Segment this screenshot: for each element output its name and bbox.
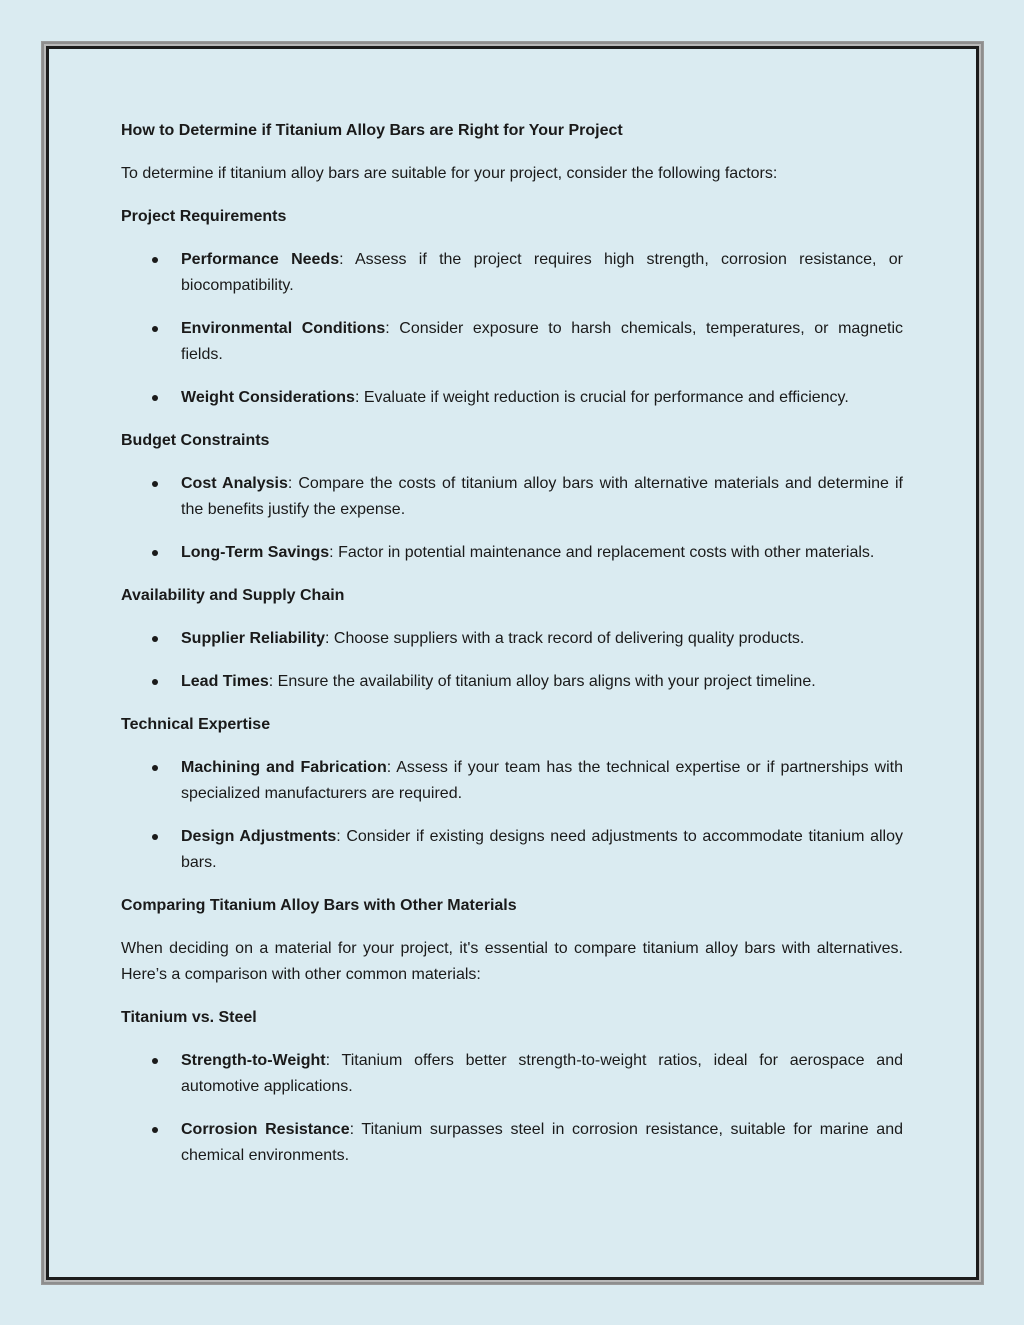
list-item — [121, 385, 903, 411]
bullet-icon — [152, 326, 158, 332]
section-heading-project-requirements: Project Requirements — [121, 208, 287, 225]
titanium-vs-steel-list — [121, 1048, 903, 1169]
list-item-text: : Factor in potential maintenance and replacement costs with other materials. — [329, 544, 875, 561]
list-item-term: Corrosion Resistance — [181, 1121, 350, 1138]
bullet-icon — [152, 481, 158, 487]
availability-list — [121, 626, 903, 695]
list-item — [121, 540, 903, 566]
list-item-term: Machining and Fabrication — [181, 759, 387, 776]
project-requirements-list — [121, 247, 903, 411]
list-item-text: : Compare the costs of titanium alloy bars with alternative materials and determine if the benefits justify the expense. — [181, 475, 904, 518]
section-heading-titanium-vs-steel: Titanium vs. Steel — [121, 1009, 257, 1026]
list-item — [121, 1117, 903, 1169]
list-item-text: : Titanium surpasses steel in corrosion resistance, suitable for marine and chemical environments. — [181, 1121, 903, 1164]
list-item — [121, 626, 903, 652]
technical-expertise-list — [121, 755, 903, 876]
document-title: How to Determine if Titanium Alloy Bars are Right for Your Project — [121, 122, 623, 139]
list-item-term: Cost Analysis — [181, 475, 288, 492]
bullet-icon — [152, 550, 158, 556]
list-item-term: Environmental Conditions — [181, 320, 386, 337]
bullet-icon — [152, 636, 158, 642]
section-heading-availability: Availability and Supply Chain — [121, 587, 345, 604]
bullet-icon — [152, 765, 158, 771]
document-body — [121, 118, 903, 1186]
comparison-paragraph: When deciding on a material for your project, it's essential to compare titanium alloy bars with alternatives. Here’s a comparison with other common materials: — [121, 940, 903, 983]
list-item — [121, 247, 903, 299]
list-item-text: : Choose suppliers with a track record of delivering quality products. — [325, 630, 805, 647]
list-item-term: Lead Times — [181, 673, 269, 690]
list-item — [121, 316, 903, 368]
list-item-term: Weight Considerations — [181, 389, 355, 406]
list-item-term: Performance Needs — [181, 251, 340, 268]
list-item-term: Long-Term Savings — [181, 544, 330, 561]
section-heading-budget-constraints: Budget Constraints — [121, 432, 270, 449]
list-item — [121, 471, 903, 523]
bullet-icon — [152, 257, 158, 263]
list-item — [121, 1048, 903, 1100]
bullet-icon — [152, 679, 158, 685]
list-item-text: : Evaluate if weight reduction is crucial for performance and efficiency. — [354, 389, 849, 406]
section-heading-comparison: Comparing Titanium Alloy Bars with Other Materials — [121, 897, 517, 914]
list-item-text: : Consider if existing designs need adjustments to accommodate titanium alloy bars. — [181, 828, 904, 871]
list-item-term: Strength-to-Weight — [181, 1052, 326, 1069]
bullet-icon — [152, 1127, 158, 1133]
list-item-text: : Titanium offers better strength-to-weight ratios, ideal for aerospace and automotive applications. — [181, 1052, 903, 1095]
list-item-term: Supplier Reliability — [181, 630, 326, 647]
bullet-icon — [152, 395, 158, 401]
bullet-icon — [152, 1058, 158, 1064]
list-item — [121, 755, 903, 807]
budget-constraints-list — [121, 471, 903, 566]
list-item — [121, 824, 903, 876]
list-item-text: : Consider exposure to harsh chemicals, temperatures, or magnetic fields. — [181, 320, 903, 363]
list-item-term: Design Adjustments — [181, 828, 337, 845]
list-item-text: : Assess if your team has the technical expertise or if partnerships with specialized manufacturers are required. — [181, 759, 903, 802]
list-item-text: : Assess if the project requires high strength, corrosion resistance, or biocompatibility. — [181, 251, 903, 294]
bullet-icon — [152, 834, 158, 840]
list-item — [121, 669, 903, 695]
section-heading-technical-expertise: Technical Expertise — [121, 716, 271, 733]
list-item-text: : Ensure the availability of titanium alloy bars aligns with your project timeline. — [268, 673, 816, 690]
intro-paragraph: To determine if titanium alloy bars are suitable for your project, consider the following factors: — [121, 165, 778, 182]
